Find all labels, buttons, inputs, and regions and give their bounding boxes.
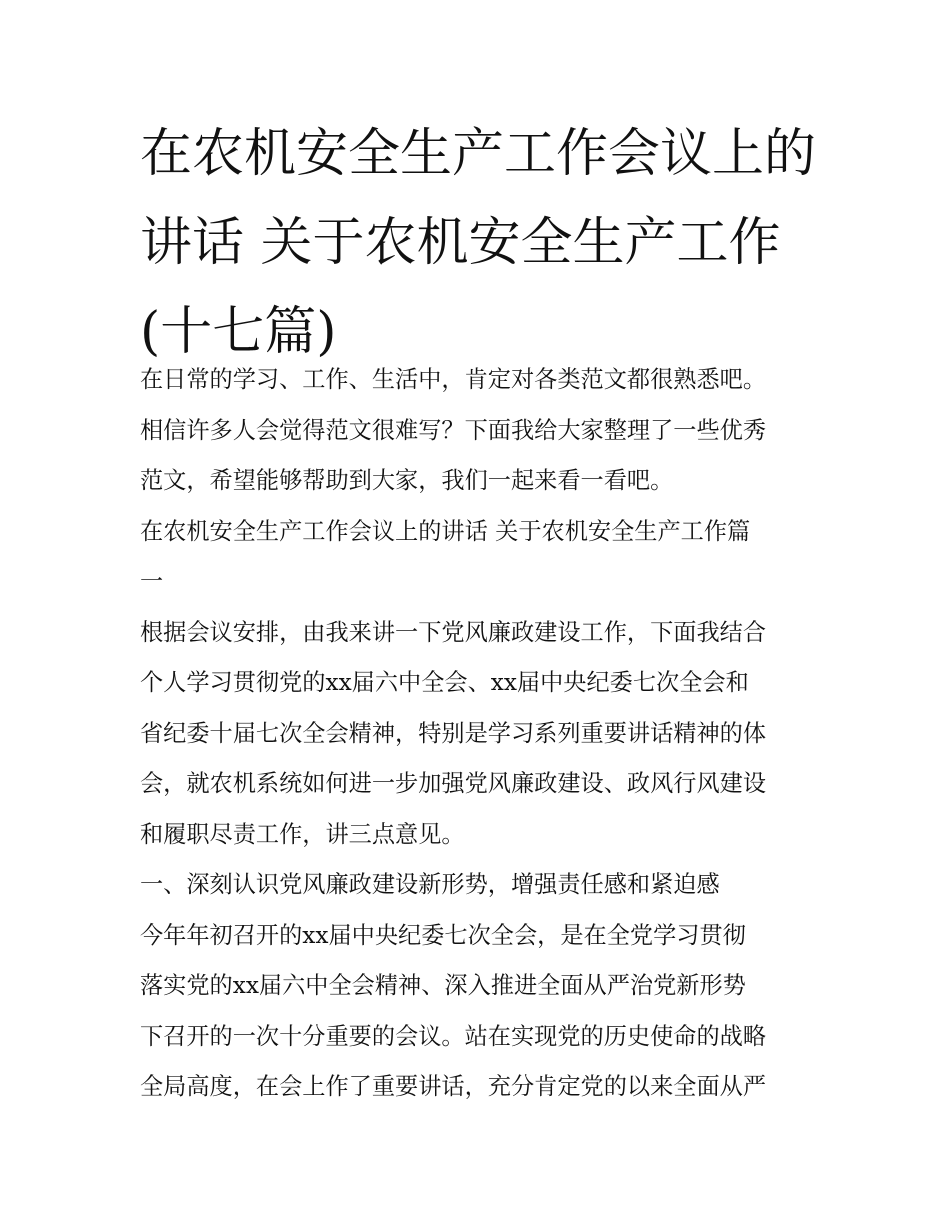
body-line-p1-5: 和履职尽责工作，讲三点意见。 bbox=[140, 820, 465, 848]
body-line-p2-4: 全局高度，在会上作了重要讲话，充分肯定党的以来全面从严 bbox=[140, 1073, 767, 1100]
body-line-p2-1: 今年年初召开的xx届中央纪委七次全会，是在全党学习贯彻 bbox=[140, 921, 746, 949]
body-line-p1-2: 个人学习贯彻党的xx届六中全会、xx届中央纪委七次全会和 bbox=[140, 669, 749, 696]
body-line-p1-1: 根据会议安排，由我来讲一下党风廉政建设工作，下面我结合 bbox=[140, 618, 767, 646]
body-line-intro-3: 范文，希望能够帮助到大家，我们一起来看一看吧。 bbox=[140, 467, 674, 494]
title-line-3: (十七篇) bbox=[140, 302, 337, 362]
body-line-intro-1: 在日常的学习、工作、生活中，肯定对各类范文都很熟悉吧。 bbox=[140, 366, 767, 393]
body-line-p1-3: 省纪委十届七次全会精神，特别是学习系列重要讲话精神的体 bbox=[140, 719, 767, 747]
title-line-2: 讲话 关于农机安全生产工作 bbox=[140, 213, 781, 273]
body-line-p1-4: 会，就农机系统如何进一步加强党风廉政建设、政风行风建设 bbox=[140, 770, 767, 797]
document-body bbox=[140, 355, 830, 1113]
body-line-p2-2: 落实党的xx届六中全会精神、深入推进全面从严治党新形势 bbox=[140, 972, 746, 999]
title-line-1: 在农机安全生产工作会议上的 bbox=[140, 124, 817, 184]
section-heading-line-1: 在农机安全生产工作会议上的讲话 关于农机安全生产工作篇 bbox=[140, 517, 751, 545]
document-title bbox=[140, 110, 830, 377]
body-line-intro-2: 相信许多人会觉得范文很难写？下面我给大家整理了一些优秀 bbox=[140, 416, 767, 444]
section-heading-line-2: 一 bbox=[140, 568, 164, 595]
subheading-line: 一、深刻认识党风廉政建设新形势，增强责任感和紧迫感 bbox=[140, 871, 720, 898]
body-line-p2-3: 下召开的一次十分重要的会议。站在实现党的历史使命的战略 bbox=[140, 1022, 767, 1050]
